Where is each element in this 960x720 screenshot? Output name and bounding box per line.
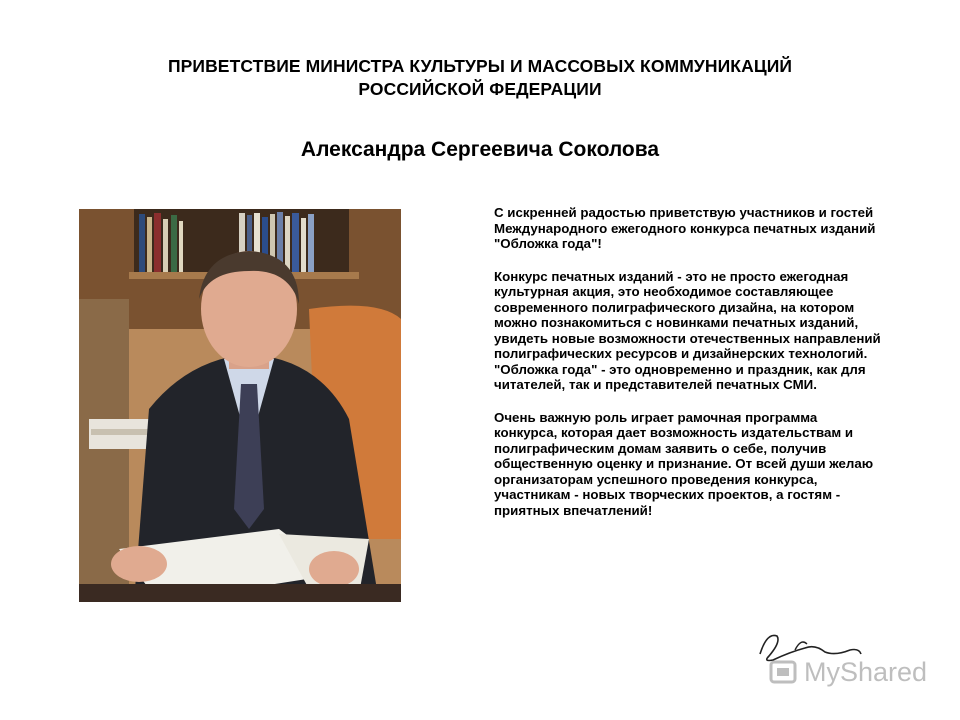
title-line-1: ПРИВЕТСТВИЕ МИНИСТРА КУЛЬТУРЫ И МАССОВЫХ КОММУНИКАЦИЙ [167,56,793,76]
letter-paragraph-1: С искренней радостью приветствую участников и гостей Международного ежегодного конкурса печатных изданий "Обложка года"! [494,205,876,251]
myshared-logo-icon [768,657,798,687]
letter-paragraph-2: Конкурс печатных изданий - это не просто ежегодная культурная акция, это необходимое составляющее современного полиграфического дизайна, на котором можно познакомиться с новинками печатных изданий, увидеть новые возможности отечественных направлений полиграфических ресурсов и дизайнерских технологий. "Обложка года" - это одновременно и праздник, как для читателей, так и представителей печатных СМИ. [494,268,881,392]
watermark-text: MyShared [804,656,928,687]
minister-name: Александра Сергеевича Соколова [300,138,660,161]
page-title [60,55,900,101]
title-line-2: РОССИЙСКОЙ ФЕДЕРАЦИИ [358,79,602,99]
minister-photo [79,209,401,602]
letter-paragraph-3: Очень важную роль играет рамочная программа конкурса, которая дает возможность издательствам и полиграфическим домам заявить о себе, получив общественную оценку и признание. От всей души желаю организаторам успешного проведения конкурса, участникам - новых творческих проектов, а гостям - приятных впечатлений! [494,409,874,518]
greeting-letter [494,205,884,535]
watermark [768,652,928,692]
